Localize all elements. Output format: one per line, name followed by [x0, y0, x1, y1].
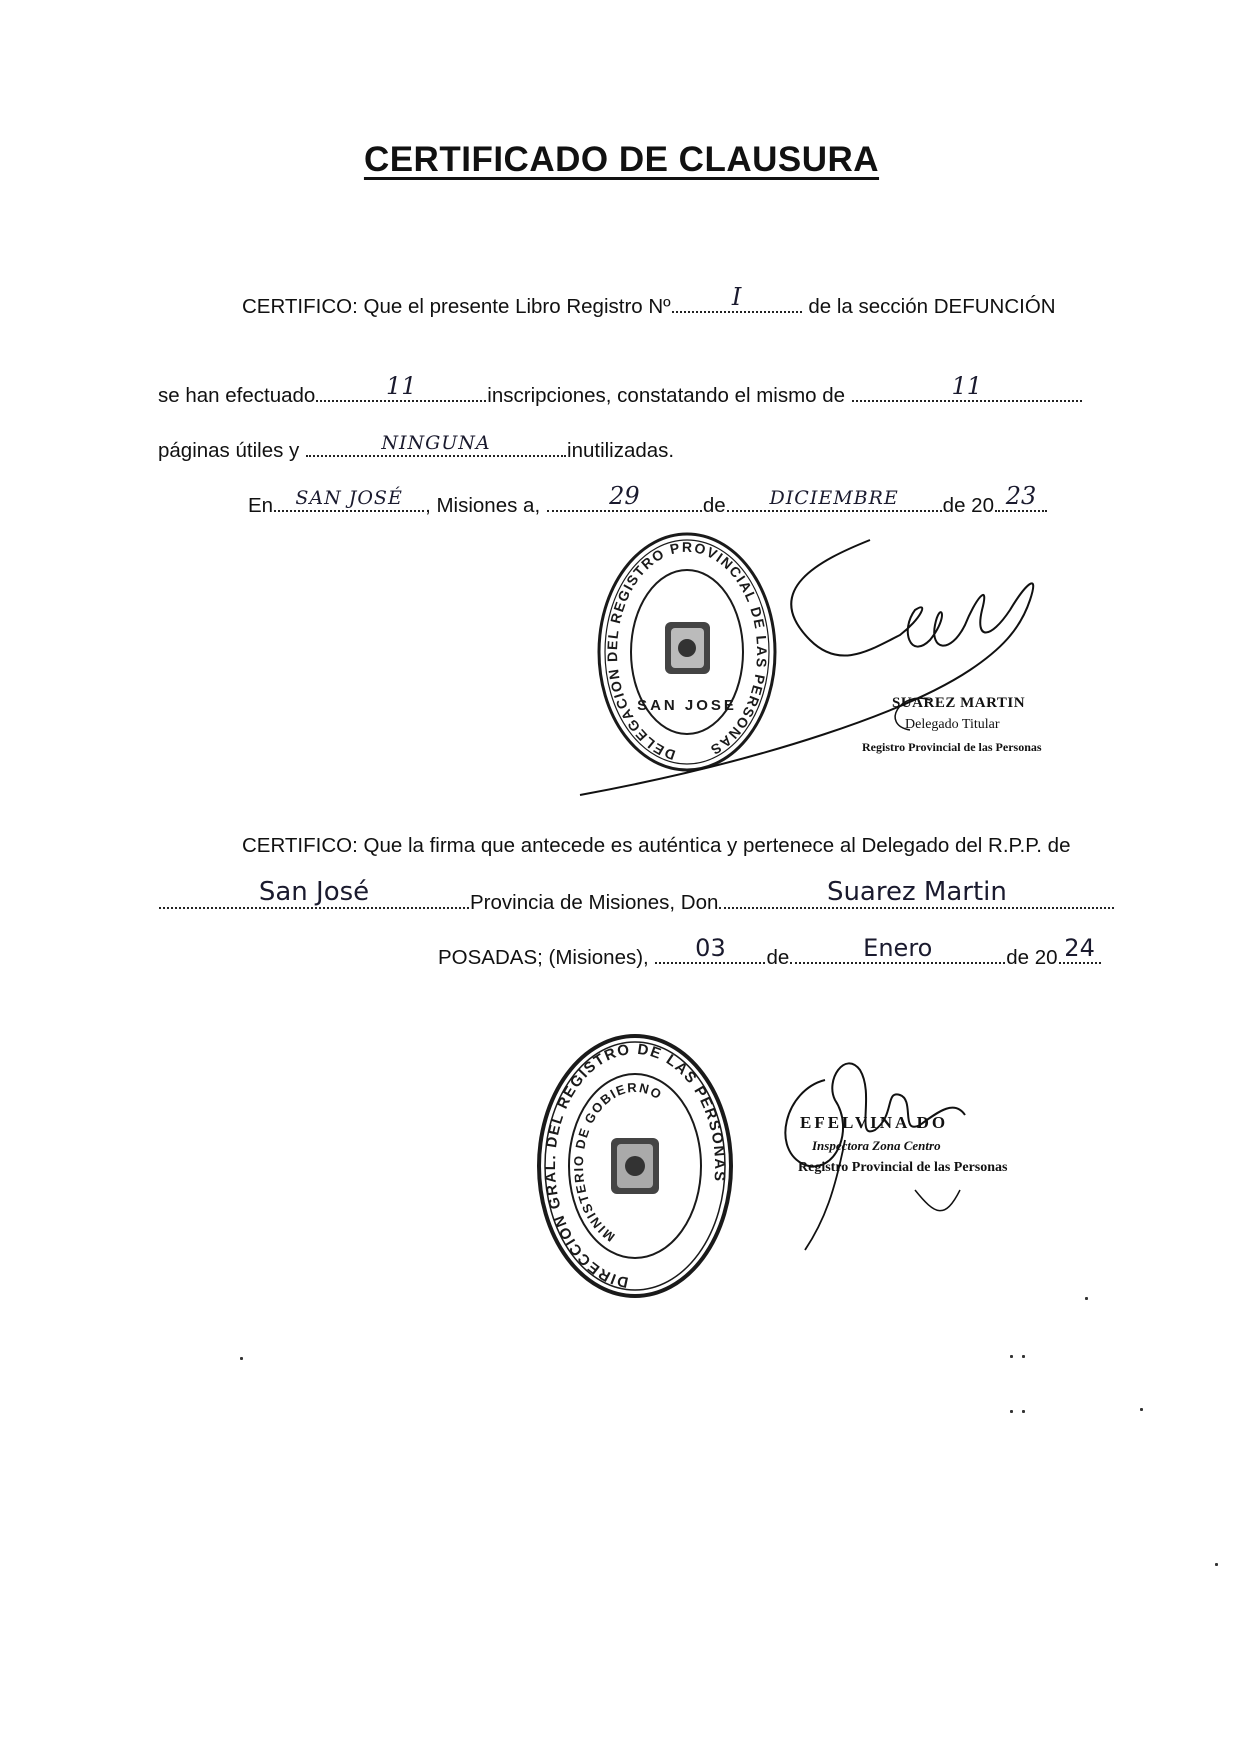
signature2-office: Registro Provincial de las Personas [798, 1160, 1008, 1175]
scan-speck [1010, 1410, 1013, 1413]
signature2-name: EFELVINA DO [800, 1113, 949, 1132]
stamp2-inner-text: MINISTERIO DE GOBIERNO [570, 1079, 666, 1245]
cert1-line-2 [158, 372, 1083, 410]
cert2-text-1: Que la firma que antecede es auténtica y pertenece al Delegado del R.P.P. de [363, 834, 1071, 857]
unused-pages-value: NINGUNA [381, 432, 491, 454]
cert2-day-field [655, 934, 765, 964]
cert2-place-field [159, 877, 469, 909]
cert1-line-4 [248, 482, 1048, 520]
inscriptions-value: 11 [386, 372, 417, 400]
cert1-text-10: de 20 [942, 494, 994, 517]
ministry-stamp [535, 1030, 735, 1305]
cert1-line-3 [158, 432, 675, 465]
day-field [547, 482, 702, 512]
useful-pages-value: 11 [951, 372, 983, 400]
cert2-line-1 [242, 832, 1070, 860]
cert1-line-1 [242, 283, 1056, 321]
place-value: SAN JOSÉ [295, 487, 403, 509]
stamp2-ring-text: DIRECCION GRAL. DEL REGISTRO DE LAS PERSONAS [542, 1040, 729, 1291]
cert1-text-9: de [702, 494, 726, 517]
cert2-year-field [1059, 934, 1101, 964]
cert1-label: CERTIFICO: [242, 295, 358, 318]
cert2-month-value: Enero [863, 934, 933, 962]
signature1-name: SUAREZ MARTIN [892, 695, 1026, 711]
signature2-role: Inspectora Zona Centro [812, 1138, 941, 1153]
day-value: 29 [609, 482, 640, 510]
month-field [727, 487, 942, 512]
scan-speck [1022, 1410, 1025, 1413]
cert2-year-value: 24 [1064, 934, 1095, 962]
place-field [274, 487, 424, 512]
cert1-text-3: se han efectuado [158, 384, 316, 407]
person-value: Suarez Martin [826, 877, 1007, 907]
scan-speck [1085, 1297, 1088, 1300]
cert2-month-field [790, 934, 1005, 964]
cert2-text-3: POSADAS; (Misiones), [438, 946, 649, 969]
cert2-line-2 [158, 877, 1115, 917]
cert2-line-3 [438, 934, 1102, 972]
month-value: DICIEMBRE [769, 487, 899, 509]
cert2-text-4: de [766, 946, 790, 969]
stamp1-ring-text: DELEGACION DEL REGISTRO PROVINCIAL DE LAS PERSONAS [603, 538, 771, 764]
cert1-text-4: inscripciones, constatando el mismo de [487, 384, 846, 407]
scan-speck [1215, 1563, 1218, 1566]
person-field [719, 877, 1114, 909]
cert1-text-8: , Misiones a, [425, 494, 541, 517]
cert2-label: CERTIFICO: [242, 834, 358, 857]
scan-speck [1140, 1408, 1143, 1411]
cert2-day-value: 03 [695, 934, 726, 962]
book-number-value: I [731, 283, 742, 311]
cert1-text-5: páginas útiles y [158, 439, 300, 462]
delegate-signature [570, 530, 1070, 815]
cert1-text-6: inutilizadas. [567, 439, 675, 462]
cert2-text-5: de 20 [1006, 946, 1058, 969]
unused-pages-field [306, 432, 566, 457]
cert1-text-1: Que el presente Libro Registro Nº [363, 295, 671, 318]
book-number-field [672, 283, 802, 313]
cert1-text-7: En [248, 494, 274, 517]
scan-speck [1022, 1355, 1025, 1358]
scan-speck [1010, 1355, 1013, 1358]
cert2-place-value: San José [258, 877, 370, 907]
scan-speck [240, 1357, 243, 1360]
cert2-text-2: Provincia de Misiones, Don [470, 891, 719, 914]
cert1-text-2: de la sección DEFUNCIÓN [808, 295, 1056, 318]
year-field [995, 482, 1047, 512]
signature1-role: Delegado Titular [905, 717, 1000, 732]
year-value: 23 [1005, 482, 1037, 510]
signature1-office: Registro Provincial de las Personas [862, 740, 1042, 754]
inscriptions-field [316, 372, 486, 402]
document-title: CERTIFICADO DE CLAUSURA [363, 140, 880, 179]
useful-pages-field [852, 372, 1082, 402]
stamp1-center-text: SAN JOSE [637, 697, 737, 714]
